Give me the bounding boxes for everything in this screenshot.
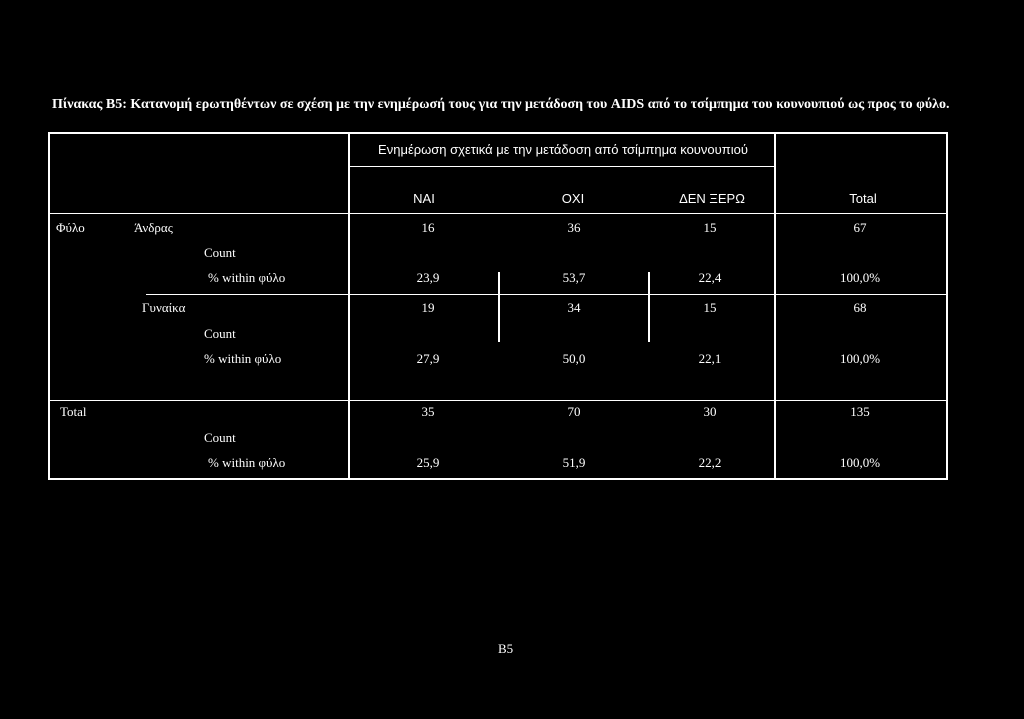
table-caption: Πίνακας Β5: Κατανομή ερωτηθέντων σε σχέση με την ενημέρωσή τους για την μετάδοση του AIDS από το τσίμπημα του κουνουπιού ως προς το φύλο. [52, 97, 950, 112]
cell-count: 16 [421, 220, 435, 235]
cell-count: 135 [850, 404, 870, 419]
cell-count: 34 [567, 300, 581, 315]
cell-count: 35 [421, 404, 435, 419]
cell-percent: 22,1 [698, 351, 722, 366]
col-header-no: ΟΧΙ [561, 191, 585, 206]
cell-percent: 22,2 [698, 455, 722, 470]
cell-count: 68 [853, 300, 867, 315]
column-header-underline [348, 213, 948, 214]
col-divider-1 [498, 272, 500, 342]
percent-label: % within φύλο [204, 351, 282, 366]
group-label-male: Άνδρας [134, 220, 173, 235]
count-label: Count [204, 245, 236, 260]
cell-percent: 22,4 [698, 270, 722, 285]
percent-label: % within φύλο [208, 270, 286, 285]
cell-count: 36 [567, 220, 581, 235]
count-label: Count [204, 430, 236, 445]
cell-percent: 53,7 [562, 270, 586, 285]
crosstab-table [48, 132, 948, 480]
col-header-yes: ΝΑΙ [413, 191, 435, 206]
total-divider [50, 400, 948, 401]
col-divider-labels [348, 134, 350, 480]
col-divider-2 [648, 272, 650, 342]
col-divider-total [774, 134, 776, 480]
cell-percent: 27,9 [416, 351, 440, 366]
row-var-label: Φύλο [56, 220, 85, 235]
total-label: Total [60, 404, 87, 419]
cell-percent: 100,0% [839, 270, 881, 285]
cell-count: 19 [421, 300, 435, 315]
group-header: Ενημέρωση σχετικά με την μετάδοση από τσίμπημα κουνουπιού [378, 142, 748, 157]
cell-count: 70 [567, 404, 581, 419]
group-header-underline [348, 166, 774, 167]
group-divider [146, 294, 948, 295]
count-label: Count [204, 326, 236, 341]
cell-count: 67 [853, 220, 867, 235]
cell-percent: 51,9 [562, 455, 586, 470]
cell-count: 30 [703, 404, 717, 419]
cell-percent: 25,9 [416, 455, 440, 470]
cell-percent: 100,0% [839, 455, 881, 470]
col-header-total: Total [849, 191, 877, 206]
page-footer-label: Β5 [498, 641, 514, 656]
cell-count: 15 [703, 300, 717, 315]
cell-percent: 50,0 [562, 351, 586, 366]
group-label-female: Γυναίκα [142, 300, 186, 315]
percent-label: % within φύλο [208, 455, 286, 470]
col-header-dontknow: ΔΕΝ ΞΕΡΩ [679, 191, 745, 206]
cell-count: 15 [703, 220, 717, 235]
row-header-underline [50, 213, 348, 214]
cell-percent: 23,9 [416, 270, 440, 285]
cell-percent: 100,0% [839, 351, 881, 366]
